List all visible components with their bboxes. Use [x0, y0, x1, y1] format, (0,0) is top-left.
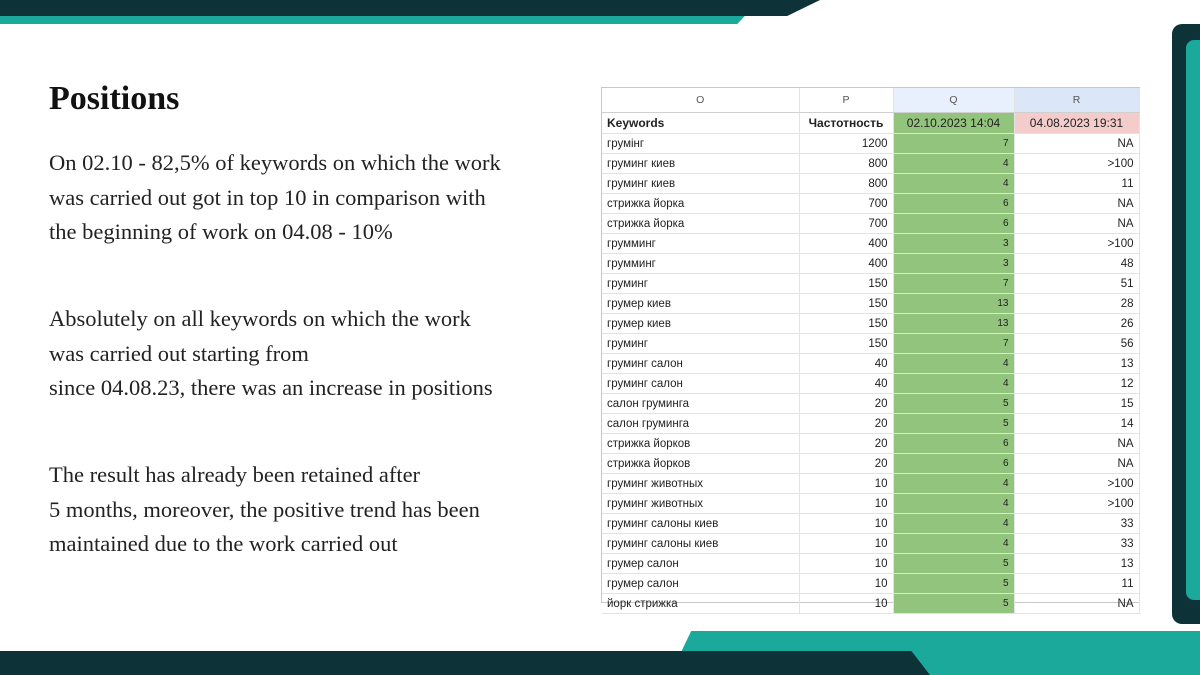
keyword-cell: грумінг [602, 134, 799, 154]
position-aug-cell: >100 [1014, 494, 1139, 514]
keyword-cell: груминг животных [602, 474, 799, 494]
position-oct-cell: 5 [893, 394, 1014, 414]
position-oct-cell: 3 [893, 254, 1014, 274]
keyword-cell: грумер киев [602, 314, 799, 334]
position-oct-cell: 13 [893, 294, 1014, 314]
paragraph-top10 [49, 146, 549, 250]
paragraph-increase [49, 302, 549, 406]
paragraph-line: maintained due to the work carried out [49, 531, 398, 556]
table-row [602, 594, 1139, 614]
keyword-cell: груминг [602, 334, 799, 354]
frequency-cell: 20 [799, 454, 893, 474]
position-oct-cell: 5 [893, 574, 1014, 594]
column-letter: O [602, 88, 799, 113]
table-row [602, 234, 1139, 254]
table-row [602, 554, 1139, 574]
frequency-cell: 10 [799, 554, 893, 574]
frequency-cell: 400 [799, 234, 893, 254]
table-row [602, 494, 1139, 514]
keyword-cell: груминг киев [602, 154, 799, 174]
keyword-cell: грумминг [602, 234, 799, 254]
header-date-oct: 02.10.2023 14:04 [893, 113, 1014, 134]
keyword-cell: груминг салон [602, 374, 799, 394]
frequency-cell: 10 [799, 574, 893, 594]
position-aug-cell: 56 [1014, 334, 1139, 354]
frequency-cell: 10 [799, 494, 893, 514]
column-letter-row [602, 88, 1139, 113]
position-aug-cell: 48 [1014, 254, 1139, 274]
table-row [602, 294, 1139, 314]
frequency-cell: 10 [799, 534, 893, 554]
frequency-cell: 10 [799, 474, 893, 494]
frequency-cell: 1200 [799, 134, 893, 154]
position-aug-cell: 33 [1014, 514, 1139, 534]
position-oct-cell: 4 [893, 354, 1014, 374]
frequency-cell: 10 [799, 514, 893, 534]
table-row [602, 334, 1139, 354]
frequency-cell: 800 [799, 174, 893, 194]
position-oct-cell: 6 [893, 454, 1014, 474]
frequency-cell: 150 [799, 314, 893, 334]
keyword-cell: стрижка йорков [602, 434, 799, 454]
position-aug-cell: >100 [1014, 234, 1139, 254]
table-row [602, 174, 1139, 194]
keyword-positions-table [602, 88, 1140, 614]
keyword-cell: салон груминга [602, 394, 799, 414]
position-oct-cell: 7 [893, 274, 1014, 294]
table-row [602, 454, 1139, 474]
keyword-cell: стрижка йорков [602, 454, 799, 474]
position-oct-cell: 4 [893, 514, 1014, 534]
table-row [602, 514, 1139, 534]
keyword-cell: груминг салон [602, 354, 799, 374]
bottom-dark-band [0, 651, 930, 675]
table-row [602, 274, 1139, 294]
keyword-cell: грумер салон [602, 554, 799, 574]
position-aug-cell: 51 [1014, 274, 1139, 294]
position-oct-cell: 4 [893, 154, 1014, 174]
position-aug-cell: 13 [1014, 354, 1139, 374]
paragraph-retained [49, 458, 549, 562]
keyword-cell: грумер киев [602, 294, 799, 314]
table-body [602, 134, 1139, 614]
table-row [602, 254, 1139, 274]
frequency-cell: 400 [799, 254, 893, 274]
position-aug-cell: 12 [1014, 374, 1139, 394]
table-row [602, 134, 1139, 154]
position-oct-cell: 4 [893, 494, 1014, 514]
position-oct-cell: 6 [893, 434, 1014, 454]
position-aug-cell: NA [1014, 454, 1139, 474]
column-letter: Q [893, 88, 1014, 113]
position-oct-cell: 5 [893, 594, 1014, 614]
position-aug-cell: 28 [1014, 294, 1139, 314]
column-letter: P [799, 88, 893, 113]
frequency-cell: 150 [799, 294, 893, 314]
frequency-cell: 10 [799, 594, 893, 614]
keyword-cell: стрижка йорка [602, 194, 799, 214]
position-oct-cell: 3 [893, 234, 1014, 254]
position-aug-cell: 15 [1014, 394, 1139, 414]
right-teal-band [1186, 40, 1200, 600]
table-row [602, 474, 1139, 494]
header-row [602, 113, 1139, 134]
table-row [602, 374, 1139, 394]
table-row [602, 414, 1139, 434]
position-aug-cell: 33 [1014, 534, 1139, 554]
table-row [602, 194, 1139, 214]
keyword-cell: грумер салон [602, 574, 799, 594]
paragraph-line: Absolutely on all keywords on which the work [49, 306, 471, 331]
frequency-cell: 700 [799, 194, 893, 214]
keyword-cell: йорк стрижка [602, 594, 799, 614]
keyword-cell: груминг [602, 274, 799, 294]
position-oct-cell: 5 [893, 414, 1014, 434]
frequency-cell: 20 [799, 434, 893, 454]
frequency-cell: 700 [799, 214, 893, 234]
table-row [602, 534, 1139, 554]
position-oct-cell: 7 [893, 334, 1014, 354]
table-row [602, 574, 1139, 594]
position-oct-cell: 13 [893, 314, 1014, 334]
keyword-cell: салон груминга [602, 414, 799, 434]
paragraph-line: was carried out got in top 10 in comparison with [49, 184, 486, 210]
header-frequency: Частотность [799, 113, 893, 134]
position-aug-cell: 14 [1014, 414, 1139, 434]
spreadsheet-screenshot [601, 87, 1140, 610]
header-keywords: Keywords [602, 113, 799, 134]
frequency-cell: 40 [799, 374, 893, 394]
position-aug-cell: NA [1014, 434, 1139, 454]
position-aug-cell: 13 [1014, 554, 1139, 574]
table-row [602, 394, 1139, 414]
keyword-cell: груминг салоны киев [602, 514, 799, 534]
paragraph-line: On 02.10 - 82,5% of keywords on which the work [49, 150, 501, 175]
keyword-cell: грумминг [602, 254, 799, 274]
frequency-cell: 150 [799, 274, 893, 294]
table-row [602, 154, 1139, 174]
table-row [602, 314, 1139, 334]
position-oct-cell: 6 [893, 194, 1014, 214]
table-row [602, 434, 1139, 454]
position-aug-cell: NA [1014, 134, 1139, 154]
position-aug-cell: NA [1014, 594, 1139, 614]
position-oct-cell: 5 [893, 554, 1014, 574]
position-oct-cell: 7 [893, 134, 1014, 154]
paragraph-line: 5 months, moreover, the positive trend has been [49, 496, 480, 522]
paragraph-line: since 04.08.23, there was an increase in positions [49, 375, 493, 400]
paragraph-line: the beginning of work on 04.08 - 10% [49, 219, 393, 244]
position-aug-cell: 26 [1014, 314, 1139, 334]
frequency-cell: 800 [799, 154, 893, 174]
frequency-cell: 150 [799, 334, 893, 354]
paragraph-line: The result has already been retained after [49, 462, 421, 487]
table-row [602, 214, 1139, 234]
position-aug-cell: NA [1014, 194, 1139, 214]
position-aug-cell: >100 [1014, 474, 1139, 494]
frequency-cell: 20 [799, 394, 893, 414]
position-oct-cell: 4 [893, 534, 1014, 554]
position-oct-cell: 4 [893, 374, 1014, 394]
slide-title: Positions [49, 80, 180, 117]
column-letter: R [1014, 88, 1139, 113]
paragraph-line: was carried out starting from [49, 340, 309, 366]
frequency-cell: 40 [799, 354, 893, 374]
position-aug-cell: >100 [1014, 154, 1139, 174]
keyword-cell: груминг салоны киев [602, 534, 799, 554]
frequency-cell: 20 [799, 414, 893, 434]
keyword-cell: стрижка йорка [602, 214, 799, 234]
keyword-cell: груминг киев [602, 174, 799, 194]
position-aug-cell: 11 [1014, 574, 1139, 594]
position-oct-cell: 4 [893, 474, 1014, 494]
header-date-aug: 04.08.2023 19:31 [1014, 113, 1139, 134]
top-dark-band [0, 0, 820, 16]
keyword-cell: груминг животных [602, 494, 799, 514]
position-aug-cell: 11 [1014, 174, 1139, 194]
position-oct-cell: 4 [893, 174, 1014, 194]
position-oct-cell: 6 [893, 214, 1014, 234]
table-row [602, 354, 1139, 374]
position-aug-cell: NA [1014, 214, 1139, 234]
